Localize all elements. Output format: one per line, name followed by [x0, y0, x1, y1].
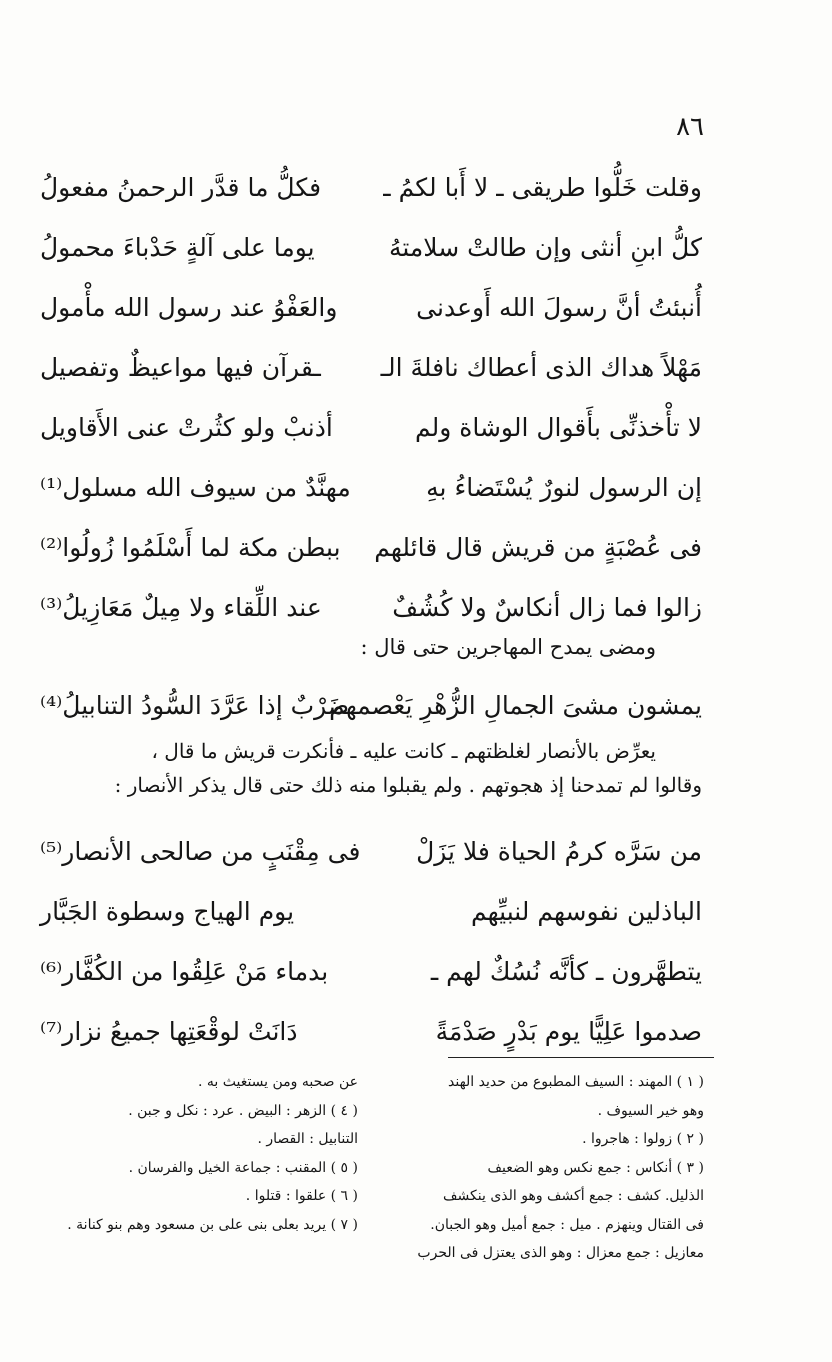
footnote-line: التنابيل : القصار .: [257, 1131, 358, 1147]
verse: [40, 822, 702, 882]
verse-second-hemistich: فكلُّ ما قدَّر الرحمنُ مفعولُ: [40, 173, 322, 202]
verse: [40, 278, 702, 338]
verse-second-hemistich: مهنَّدٌ من سيوف الله مسلول⁽¹⁾: [40, 473, 351, 502]
poem-first-section: [40, 158, 702, 638]
verse-first-hemistich: صدموا عَلِيًّا يوم بَدْرٍ صَدْمَةً: [435, 1017, 702, 1046]
verse-first-hemistich: فى عُصْبَةٍ من قريش قال قائلهم: [374, 533, 702, 562]
verse: [40, 578, 702, 638]
verse-first-hemistich: لا تأْخذنِّى بأَقوال الوشاة ولم: [414, 413, 702, 442]
verse-first-hemistich: يتطهَّرون ـ كأنَّه نُسُكٌ لهم ـ: [430, 957, 702, 986]
footnotes-left-column: [58, 1068, 358, 1239]
verse-first-hemistich: يمشون مشىَ الجمالِ الزُّهْرِ يَعْصمهم: [329, 691, 702, 720]
verse: [40, 158, 702, 218]
verse-second-hemistich: أذنبْ ولو كثُرتْ عنى الأَقاويل: [40, 413, 333, 442]
verse-first-hemistich: كلُّ ابنِ أنثى وإن طالتْ سلامتهُ: [388, 233, 702, 262]
verse-first-hemistich: مَهْلاً هداك الذى أعطاك نافلةَ الـ: [380, 353, 702, 382]
footnote-separator: [448, 1057, 714, 1058]
verse-first-hemistich: وقلت خَلُّوا طريقى ـ لا أَبا لكمُ ـ: [383, 173, 702, 202]
verse: [40, 1002, 702, 1062]
verse-second-hemistich: والعَفْوُ عند رسول الله مأْمول: [40, 293, 338, 322]
page-number: ٨٦: [676, 112, 704, 142]
footnote-line: ( ٢ ) زولوا : هاجروا .: [582, 1131, 704, 1147]
verse: [40, 942, 702, 1002]
verse: [40, 218, 702, 278]
verse: [40, 882, 702, 942]
verse-second-hemistich: عند اللِّقاء ولا مِيلٌ مَعَازِيلُ⁽³⁾: [40, 593, 322, 622]
intro-text: ومضى يمدح المهاجرين حتى قال :: [360, 635, 656, 659]
footnote-line: ( ٧ ) يريد بعلى بنى على بن مسعود وهم بنو كنانة .: [67, 1216, 358, 1233]
footnote-line: ( ٥ ) المقنب : جماعة الخيل والفرسان .: [128, 1159, 358, 1176]
verse: [40, 676, 702, 736]
footnote-line: ( ١ ) المهند : السيف المطبوع من حديد الهند: [448, 1074, 704, 1090]
footnotes-right-column: [414, 1068, 704, 1268]
footnote-line: الذليل. كشف : جمع أكشف وهو الذى ينكشف: [443, 1188, 704, 1204]
verse-second-hemistich: يوما على آلةٍ حَدْباءَ محمولُ: [40, 233, 315, 262]
footnote-line: ( ٤ ) الزهر : البيض . عرد : نكل و جبن .: [128, 1102, 358, 1119]
verse-second-hemistich: ضَرْبٌ إذا عَرَّدَ السُّودُ التنابيلُ⁽⁴⁾: [40, 691, 350, 720]
verse-second-hemistich: فى مِقْنَبٍ من صالحى الأنصار⁽⁵⁾: [40, 837, 361, 866]
verse-first-hemistich: الباذلين نفوسهم لنبيِّهم: [471, 897, 702, 926]
verse-second-hemistich: دَانَتْ لوقْعَتِها جميعُ نزار⁽⁷⁾: [40, 1017, 298, 1046]
poem-second-section: [40, 822, 702, 1062]
verse-first-hemistich: إن الرسول لنورٌ يُسْتَضاءُ بهِ: [426, 473, 702, 502]
verse-second-hemistich: بدماء مَنْ عَلِقُوا من الكُفَّار⁽⁶⁾: [40, 957, 329, 986]
verse-first-hemistich: من سَرَّه كرمُ الحياة فلا يَزَلْ: [416, 837, 702, 866]
verse: [40, 458, 702, 518]
footnote-line: وهو خير السيوف .: [597, 1102, 704, 1119]
verse: [40, 338, 702, 398]
verse-first-hemistich: زالوا فما زال أنكاسٌ ولا كُشُفٌ: [392, 593, 702, 622]
verse: [40, 518, 702, 578]
verse: [40, 398, 702, 458]
verse-second-hemistich: ـقرآن فيها مواعيظٌ وتفصيل: [40, 353, 321, 382]
footnote-line: ( ٣ ) أنكاس : جمع نكس وهو الضعيف: [487, 1159, 704, 1176]
prose-line: يعرِّض بالأنصار لغلظتهم ـ كانت عليه ـ فأنكرت قريش ما قال ،: [151, 739, 656, 763]
footnote-line: عن صحبه ومن يستغيث به .: [197, 1074, 358, 1090]
prose-line: وقالوا لم تمدحنا إذ هجوتهم . ولم يقبلوا منه ذلك حتى قال يذكر الأنصار :: [114, 773, 702, 797]
verse-second-hemistich: يوم الهياج وسطوة الجَبَّار: [40, 897, 295, 926]
footnote-line: معازيل : جمع معزال : وهو الذى يعتزل فى الحرب: [417, 1245, 704, 1261]
intro-line: [40, 630, 702, 664]
verse-second-hemistich: ببطن مكة لما أَسْلَمُوا زُولُوا⁽²⁾: [40, 533, 341, 562]
verse-first-hemistich: أُنبئتُ أنَّ رسولَ الله أَوعدنى: [416, 293, 702, 322]
single-verse: [40, 676, 702, 736]
prose-paragraph: [40, 734, 702, 802]
footnote-line: فى القتال وينهزم . ميل : جمع أميل وهو الجبان.: [430, 1216, 704, 1233]
footnote-line: ( ٦ ) علقوا : قتلوا .: [245, 1188, 358, 1204]
